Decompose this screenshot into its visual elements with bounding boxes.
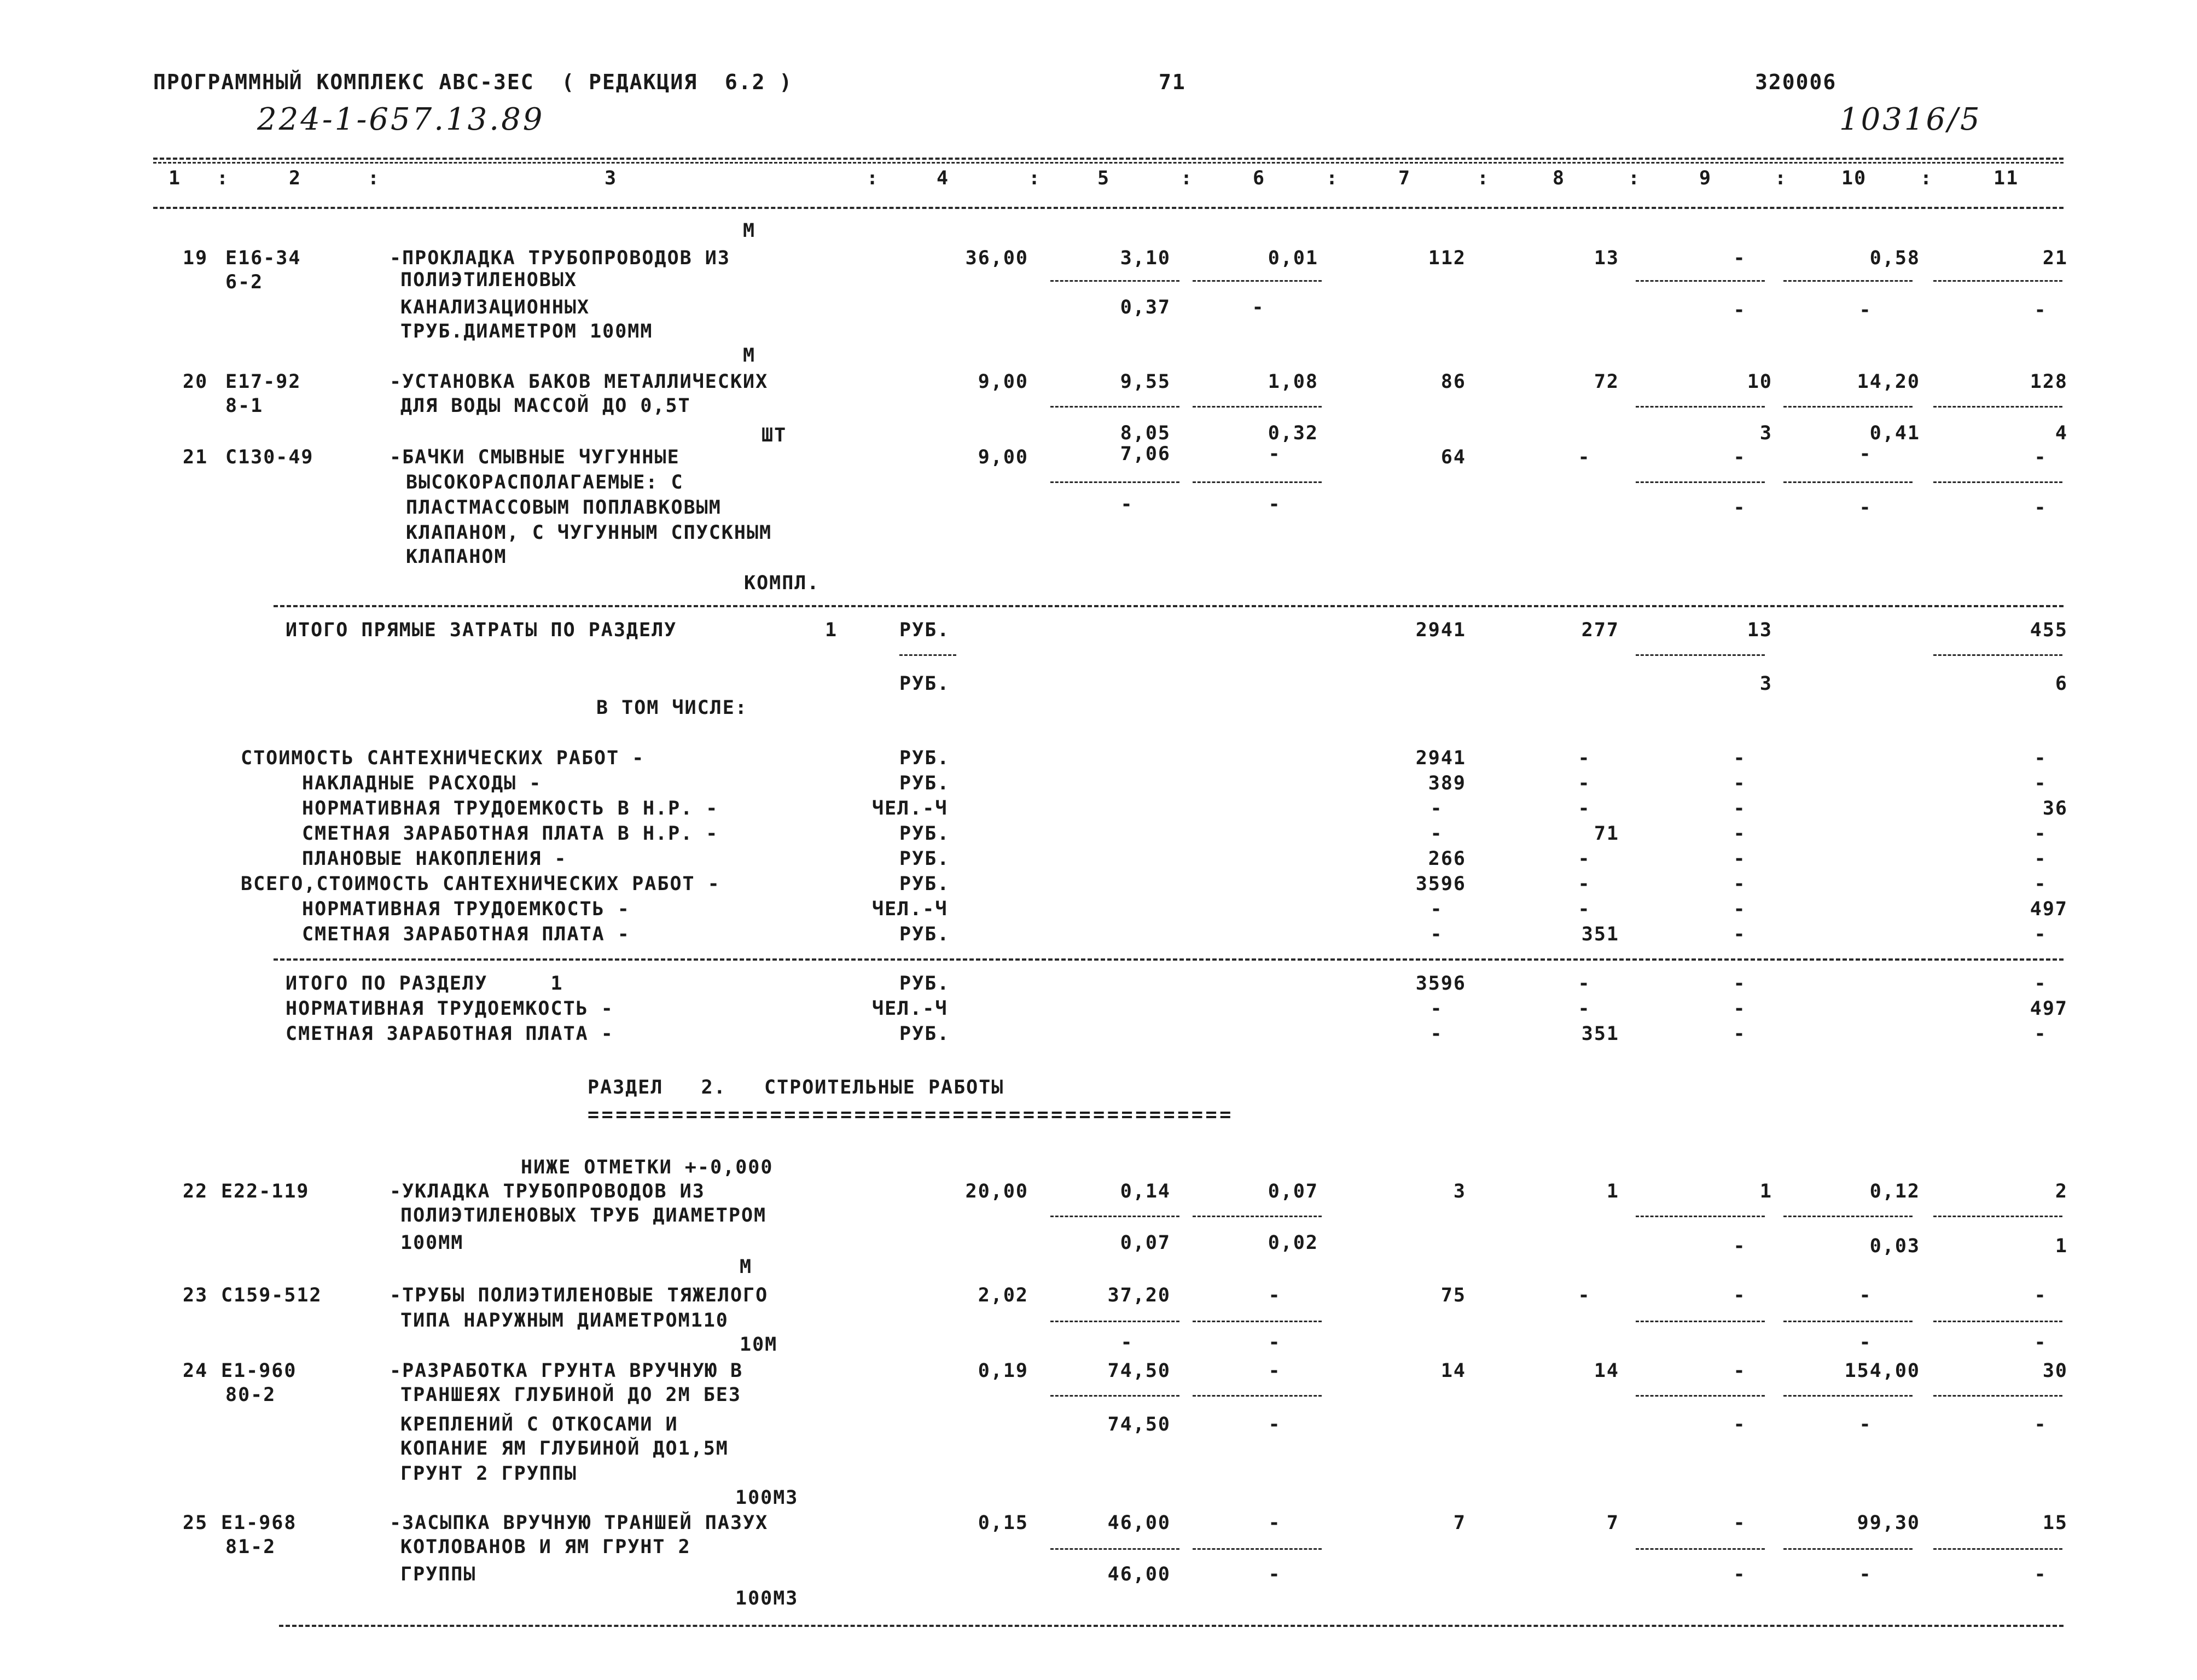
handwritten-sheet-number: 10316/5 — [1839, 102, 1982, 137]
cell-col6-sub: 0,02 — [1268, 1232, 1318, 1254]
cell-col6: - — [1268, 1284, 1281, 1306]
cell-col9-sub: - — [1733, 1235, 1746, 1257]
cell-col7: 14 — [1440, 1360, 1466, 1382]
breakdown-unit: РУБ. — [899, 873, 950, 895]
breakdown-col9: - — [1733, 873, 1746, 895]
cell-col9: 1 — [1759, 1181, 1772, 1202]
breakdown-col7: - — [1430, 823, 1443, 845]
cell-col10-sub: - — [1859, 299, 1872, 321]
column-header-7: 7 — [1398, 167, 1411, 189]
cell-col9-sub: - — [1733, 1563, 1746, 1585]
breakdown-col7: - — [1430, 923, 1443, 945]
cell-col11-sub: 1 — [2055, 1235, 2068, 1257]
cell-col8: - — [1578, 446, 1591, 468]
section-total-col8: - — [1578, 973, 1591, 995]
cell-separator — [1636, 481, 1765, 483]
breakdown-unit: РУБ. — [899, 747, 950, 769]
description-line: ПЛАСТМАССОВЫМ ПОПЛАВКОВЫМ — [406, 497, 722, 519]
cell-col8: 7 — [1606, 1512, 1619, 1534]
cell-separator — [1050, 1216, 1179, 1217]
quantity: 20,00 — [965, 1181, 1028, 1202]
cell-col7: 7 — [1453, 1512, 1466, 1534]
norm-code-sub: 80-2 — [225, 1384, 276, 1406]
row-number: 24 — [183, 1360, 208, 1382]
description-line: -ТРУБЫ ПОЛИЭТИЛЕНОВЫЕ ТЯЖЕЛОГО — [390, 1284, 769, 1306]
section-total-label: ИТОГО ПО РАЗДЕЛУ 1 — [286, 973, 563, 995]
column-separator: : — [1181, 167, 1194, 189]
description-line: 100ММ — [400, 1232, 464, 1254]
cell-col9: - — [1733, 1360, 1746, 1382]
cell-separator — [1636, 280, 1765, 282]
breakdown-label: СМЕТНАЯ ЗАРАБОТНАЯ ПЛАТА - — [302, 923, 630, 945]
cell-separator — [1636, 406, 1765, 408]
breakdown-col8: - — [1578, 898, 1591, 920]
description-line: КРЕПЛЕНИЙ С ОТКОСАМИ И — [400, 1414, 678, 1435]
cell-col11-sub: 4 — [2055, 422, 2068, 444]
cell-separator — [1933, 406, 2062, 408]
cell-col7: 75 — [1440, 1284, 1466, 1306]
totals-col8: 277 — [1581, 619, 1619, 641]
column-header-4: 4 — [937, 167, 950, 189]
norm-code: С159-512 — [221, 1284, 322, 1306]
description-line: ПОЛИЭТИЛЕНОВЫХ ТРУБ ДИАМЕТРОМ — [400, 1205, 767, 1226]
breakdown-col7: 389 — [1428, 772, 1466, 794]
cell-col11-sub: - — [2034, 299, 2047, 321]
cell-col8: 13 — [1594, 247, 1619, 269]
cell-col10: - — [1859, 443, 1872, 465]
cell-separator — [1193, 1321, 1322, 1322]
description-line: КЛАПАНОМ, С ЧУГУННЫМ СПУСКНЫМ — [406, 522, 772, 544]
description-line: ТИПА НАРУЖНЫМ ДИАМЕТРОМ110 — [400, 1310, 729, 1332]
column-separator: : — [217, 167, 230, 189]
header-top-rule-2 — [153, 162, 2064, 164]
norm-code: Е17-92 — [225, 371, 301, 393]
totals-section-number: 1 — [825, 619, 838, 641]
document-code: 320006 — [1755, 70, 1837, 94]
unit-underline — [899, 654, 956, 656]
column-separator: : — [1775, 167, 1788, 189]
cell-col10-sub: - — [1859, 1332, 1872, 1353]
description-line: -РАЗРАБОТКА ГРУНТА ВРУЧНУЮ В — [390, 1360, 743, 1382]
cell-col6: 0,07 — [1268, 1181, 1318, 1202]
cell-separator — [1783, 481, 1913, 483]
breakdown-col8: - — [1578, 798, 1591, 819]
section-total-unit: РУБ. — [899, 973, 950, 995]
cell-separator — [1193, 1216, 1322, 1217]
breakdown-unit: РУБ. — [899, 848, 950, 870]
column-header-8: 8 — [1553, 167, 1566, 189]
cell-col5: 37,20 — [1107, 1284, 1171, 1306]
page-number: 71 — [1159, 70, 1186, 94]
breakdown-unit: ЧЕЛ.-Ч — [872, 898, 948, 920]
description-line: ПОЛИЭТИЛЕНОВЫХ — [400, 269, 578, 291]
section-total-col11: 497 — [2030, 998, 2068, 1020]
cell-col5: 3,10 — [1120, 247, 1171, 269]
column-header-9: 9 — [1699, 167, 1712, 189]
cell-separator — [1933, 481, 2062, 483]
description-line: -УСТАНОВКА БАКОВ МЕТАЛЛИЧЕСКИХ — [390, 371, 769, 393]
row-number: 19 — [183, 247, 208, 269]
cell-col11-sub: - — [2034, 1332, 2047, 1353]
handwritten-project-number: 224-1-657.13.89 — [257, 102, 545, 137]
section-total-col11: - — [2034, 973, 2047, 995]
column-header-11: 11 — [1993, 167, 2019, 189]
totals-col9: 13 — [1747, 619, 1772, 641]
unit-label: М — [743, 345, 756, 367]
cell-col9-sub: - — [1733, 497, 1746, 519]
breakdown-col11: - — [2034, 873, 2047, 895]
description-line: ТРАНШЕЯХ ГЛУБИНОЙ ДО 2М БЕЗ — [400, 1384, 741, 1406]
breakdown-col9: - — [1733, 923, 1746, 945]
cell-col7: 64 — [1440, 446, 1466, 468]
breakdown-col9: - — [1733, 772, 1746, 794]
breakdown-unit: РУБ. — [899, 923, 950, 945]
unit-label: М — [740, 1256, 753, 1278]
cell-col10-sub: - — [1859, 1414, 1872, 1435]
cell-col6: - — [1268, 1512, 1281, 1534]
row-number: 21 — [183, 446, 208, 468]
norm-code: Е1-960 — [221, 1360, 297, 1382]
description-line: -БАЧКИ СМЫВНЫЕ ЧУГУННЫЕ — [390, 446, 680, 468]
cell-separator — [1193, 481, 1322, 483]
totals-unit-2: РУБ. — [899, 673, 950, 695]
breakdown-col9: - — [1733, 747, 1746, 769]
section-2-underline: ============================================== — [588, 1104, 1234, 1126]
cell-col6-sub: 0,32 — [1268, 422, 1318, 444]
cell-col5-sub: 46,00 — [1107, 1563, 1171, 1585]
column-separator: : — [1920, 167, 1933, 189]
cell-col10: 154,00 — [1844, 1360, 1920, 1382]
section-total-unit: РУБ. — [899, 1023, 950, 1045]
breakdown-col7: - — [1430, 798, 1443, 819]
description-line: -ПРОКЛАДКА ТРУБОПРОВОДОВ ИЗ — [390, 247, 730, 269]
cell-separator — [1933, 1395, 2062, 1397]
cell-col5: 0,14 — [1120, 1181, 1171, 1202]
breakdown-unit: ЧЕЛ.-Ч — [872, 798, 948, 819]
breakdown-col8: 351 — [1581, 923, 1619, 945]
section-total-col9: - — [1733, 1023, 1746, 1045]
description-line: ГРУНТ 2 ГРУППЫ — [400, 1463, 578, 1485]
section-2-subheading: НИЖЕ ОТМЕТКИ +-0,000 — [521, 1156, 774, 1178]
cell-separator — [1933, 280, 2062, 282]
description-line: ТРУБ.ДИАМЕТРОМ 100ММ — [400, 321, 653, 342]
cell-separator — [1050, 481, 1179, 483]
cell-separator — [1783, 406, 1913, 408]
breakdown-label: СТОИМОСТЬ САНТЕХНИЧЕСКИХ РАБОТ - — [241, 747, 645, 769]
cell-col10: - — [1859, 1284, 1872, 1306]
totals-top-rule — [274, 605, 2064, 607]
unit-label: ШТ — [762, 425, 787, 446]
cell-col7: 3 — [1453, 1181, 1466, 1202]
section-total-col7: - — [1430, 1023, 1443, 1045]
breakdown-col7: 3596 — [1415, 873, 1466, 895]
breakdown-unit: РУБ. — [899, 823, 950, 845]
breakdown-label: ПЛАНОВЫЕ НАКОПЛЕНИЯ - — [302, 848, 567, 870]
cell-col9: - — [1733, 1512, 1746, 1534]
totals-unit: РУБ. — [899, 619, 950, 641]
breakdown-col9: - — [1733, 798, 1746, 819]
cell-col6-sub: - — [1268, 493, 1281, 515]
column-separator: : — [867, 167, 880, 189]
cell-separator — [1933, 654, 2062, 656]
cell-col10-sub: 0,03 — [1869, 1235, 1920, 1257]
quantity: 0,15 — [978, 1512, 1028, 1534]
cell-separator — [1636, 654, 1765, 656]
cell-col7: 112 — [1428, 247, 1466, 269]
cell-col5: 46,00 — [1107, 1512, 1171, 1534]
breakdown-col9: - — [1733, 898, 1746, 920]
cell-col6-sub: - — [1268, 1563, 1281, 1585]
cell-col7: 86 — [1440, 371, 1466, 393]
cell-col11: 30 — [2042, 1360, 2068, 1382]
cell-col10-sub: - — [1859, 497, 1872, 519]
cell-separator — [1783, 1216, 1913, 1217]
cell-col11-sub: - — [2034, 497, 2047, 519]
breakdown-col7: 266 — [1428, 848, 1466, 870]
cell-col11-sub: - — [2034, 1414, 2047, 1435]
column-separator: : — [1477, 167, 1490, 189]
breakdown-col7: 2941 — [1415, 747, 1466, 769]
cell-col9: 10 — [1747, 371, 1772, 393]
breakdown-label: НОРМАТИВНАЯ ТРУДОЕМКОСТЬ В Н.Р. - — [302, 798, 719, 819]
section-total-label: СМЕТНАЯ ЗАРАБОТНАЯ ПЛАТА - — [286, 1023, 614, 1045]
cell-separator — [1783, 1321, 1913, 1322]
section-total-col8: 351 — [1581, 1023, 1619, 1045]
cell-separator — [1050, 280, 1179, 282]
header-top-rule — [153, 158, 2064, 160]
cell-col6: - — [1268, 1360, 1281, 1382]
breakdown-col8: - — [1578, 747, 1591, 769]
cell-col8: - — [1578, 1284, 1591, 1306]
cell-col5-sub: 8,05 — [1120, 422, 1171, 444]
column-separator: : — [368, 167, 381, 189]
section-2-title: РАЗДЕЛ 2. СТРОИТЕЛЬНЫЕ РАБОТЫ — [588, 1077, 1004, 1098]
section-total-col7: 3596 — [1415, 973, 1466, 995]
totals-col11: 455 — [2030, 619, 2068, 641]
cell-col6-sub: - — [1268, 1332, 1281, 1353]
cell-col6: 1,08 — [1268, 371, 1318, 393]
cell-separator — [1050, 406, 1179, 408]
cell-col11: 15 — [2042, 1512, 2068, 1534]
cell-col10: 0,58 — [1869, 247, 1920, 269]
cell-col5-sub: 74,50 — [1107, 1414, 1171, 1435]
description-line: -ЗАСЫПКА ВРУЧНУЮ ТРАНШЕЙ ПАЗУХ — [390, 1512, 769, 1534]
breakdown-col11: - — [2034, 823, 2047, 845]
column-header-3: 3 — [605, 167, 618, 189]
description-line: КОТЛОВАНОВ И ЯМ ГРУНТ 2 — [400, 1536, 691, 1558]
quantity: 9,00 — [978, 446, 1028, 468]
column-header-6: 6 — [1253, 167, 1266, 189]
cell-col5-sub: 0,37 — [1120, 297, 1171, 318]
cell-col11: - — [2034, 1284, 2047, 1306]
cell-col9-sub: - — [1733, 299, 1746, 321]
section-total-top-rule — [274, 958, 2064, 961]
column-header-5: 5 — [1097, 167, 1111, 189]
norm-code: Е16-34 — [225, 247, 301, 269]
cell-col11: 128 — [2030, 371, 2068, 393]
cell-separator — [1783, 1548, 1913, 1550]
cell-separator — [1050, 1548, 1179, 1550]
column-separator: : — [1326, 167, 1339, 189]
bottom-rule — [279, 1625, 2064, 1627]
program-title: ПРОГРАММНЫЙ КОМПЛЕКС АВС-3ЕС ( РЕДАКЦИЯ 6.2 ) — [153, 70, 793, 94]
cell-separator — [1193, 280, 1322, 282]
cell-col5-sub: - — [1120, 493, 1134, 515]
cell-col5: 9,55 — [1120, 371, 1171, 393]
cell-separator — [1636, 1395, 1765, 1397]
breakdown-col11: - — [2034, 848, 2047, 870]
cell-separator — [1636, 1321, 1765, 1322]
cell-col6-sub: - — [1268, 1414, 1281, 1435]
column-separator: : — [1028, 167, 1042, 189]
cell-col10-sub: 0,41 — [1869, 422, 1920, 444]
description-line: КАНАЛИЗАЦИОННЫХ — [400, 297, 590, 318]
row-number: 20 — [183, 371, 208, 393]
cell-col10: 0,12 — [1869, 1181, 1920, 1202]
cell-col5-sub: - — [1120, 1332, 1134, 1353]
norm-code: С130-49 — [225, 446, 314, 468]
cell-separator — [1933, 1321, 2062, 1322]
cell-col6-sub: - — [1252, 297, 1265, 318]
row-number: 25 — [183, 1512, 208, 1534]
breakdown-col11: - — [2034, 923, 2047, 945]
description-line: КЛАПАНОМ — [406, 546, 507, 568]
cell-separator — [1193, 406, 1322, 408]
column-header-2: 2 — [289, 167, 302, 189]
section-total-label: НОРМАТИВНАЯ ТРУДОЕМКОСТЬ - — [286, 998, 614, 1020]
cell-separator — [1050, 1321, 1179, 1322]
section-total-col8: - — [1578, 998, 1591, 1020]
cell-col6: - — [1268, 443, 1281, 465]
breakdown-col11: 497 — [2030, 898, 2068, 920]
cell-col10-sub: - — [1859, 1563, 1872, 1585]
cell-separator — [1783, 1395, 1913, 1397]
cell-separator — [1193, 1548, 1322, 1550]
unit-label: М — [743, 220, 756, 242]
breakdown-col7: - — [1430, 898, 1443, 920]
breakdown-label: СМЕТНАЯ ЗАРАБОТНАЯ ПЛАТА В Н.Р. - — [302, 823, 719, 845]
breakdown-label: НОРМАТИВНАЯ ТРУДОЕМКОСТЬ - — [302, 898, 630, 920]
description-line: КОПАНИЕ ЯМ ГЛУБИНОЙ ДО1,5М — [400, 1438, 729, 1460]
breakdown-col11: 36 — [2042, 798, 2068, 819]
cell-col5: 7,06 — [1120, 443, 1171, 465]
description-line: ДЛЯ ВОДЫ МАССОЙ ДО 0,5Т — [400, 395, 691, 417]
cell-col10: 14,20 — [1857, 371, 1920, 393]
norm-code-sub: 81-2 — [225, 1536, 276, 1558]
quantity: 2,02 — [978, 1284, 1028, 1306]
norm-code: Е1-968 — [221, 1512, 297, 1534]
unit-label: 10М — [740, 1334, 778, 1356]
breakdown-col8: - — [1578, 848, 1591, 870]
breakdown-col11: - — [2034, 747, 2047, 769]
breakdown-col11: - — [2034, 772, 2047, 794]
cell-separator — [1933, 1216, 2062, 1217]
cell-separator — [1933, 1548, 2062, 1550]
cell-col9: - — [1733, 446, 1746, 468]
breakdown-col9: - — [1733, 823, 1746, 845]
header-bottom-rule — [153, 207, 2064, 209]
breakdown-col8: 71 — [1594, 823, 1619, 845]
cell-col5-sub: 0,07 — [1120, 1232, 1171, 1254]
column-header-10: 10 — [1841, 167, 1867, 189]
cell-col10: 99,30 — [1857, 1512, 1920, 1534]
cell-col9: - — [1733, 247, 1746, 269]
totals-col11-sub: 6 — [2055, 673, 2068, 695]
cell-separator — [1636, 1548, 1765, 1550]
quantity: 9,00 — [978, 371, 1028, 393]
totals-label: ИТОГО ПРЯМЫЕ ЗАТРАТЫ ПО РАЗДЕЛУ — [286, 619, 677, 641]
cell-col11: 2 — [2055, 1181, 2068, 1202]
section-total-col9: - — [1733, 998, 1746, 1020]
cell-separator — [1050, 1395, 1179, 1397]
breakdown-label: ВСЕГО,СТОИМОСТЬ САНТЕХНИЧЕСКИХ РАБОТ - — [241, 873, 720, 895]
description-line: -УКЛАДКА ТРУБОПРОВОДОВ ИЗ — [390, 1181, 705, 1202]
column-header-1: 1 — [168, 167, 182, 189]
cell-separator — [1193, 1395, 1322, 1397]
unit-label: КОМПЛ. — [744, 572, 820, 594]
description-line: ГРУППЫ — [400, 1563, 476, 1585]
cell-col6: 0,01 — [1268, 247, 1318, 269]
cell-col8: 14 — [1594, 1360, 1619, 1382]
section-total-unit: ЧЕЛ.-Ч — [872, 998, 948, 1020]
cell-col11-sub: - — [2034, 1563, 2047, 1585]
cell-col11: 21 — [2042, 247, 2068, 269]
totals-col7: 2941 — [1415, 619, 1466, 641]
breakdown-label: НАКЛАДНЫЕ РАСХОДЫ - — [302, 772, 542, 794]
section-total-col7: - — [1430, 998, 1443, 1020]
norm-code-sub: 6-2 — [225, 271, 264, 293]
breakdown-col9: - — [1733, 848, 1746, 870]
cell-col5: 74,50 — [1107, 1360, 1171, 1382]
row-number: 22 — [183, 1181, 208, 1202]
row-number: 23 — [183, 1284, 208, 1306]
norm-code-sub: 8-1 — [225, 395, 264, 417]
column-separator: : — [1628, 167, 1641, 189]
breakdown-col8: - — [1578, 772, 1591, 794]
norm-code: Е22-119 — [221, 1181, 310, 1202]
cell-col8: 72 — [1594, 371, 1619, 393]
quantity: 36,00 — [965, 247, 1028, 269]
section-total-col11: - — [2034, 1023, 2047, 1045]
cell-col11: - — [2034, 446, 2047, 468]
description-line: ВЫСОКОРАСПОЛАГАЕМЫЕ: С — [406, 472, 684, 493]
breakdown-col8: - — [1578, 873, 1591, 895]
cell-separator — [1636, 1216, 1765, 1217]
including-label: В ТОМ ЧИСЛЕ: — [596, 697, 748, 719]
section-total-col9: - — [1733, 973, 1746, 995]
cell-col8: 1 — [1606, 1181, 1619, 1202]
cell-separator — [1783, 280, 1913, 282]
totals-col9-sub: 3 — [1759, 673, 1772, 695]
unit-label: 100М3 — [735, 1487, 799, 1509]
breakdown-unit: РУБ. — [899, 772, 950, 794]
cell-col9-sub: - — [1733, 1414, 1746, 1435]
cell-col9: - — [1733, 1284, 1746, 1306]
quantity: 0,19 — [978, 1360, 1028, 1382]
cell-col9-sub: 3 — [1759, 422, 1772, 444]
unit-label: 100М3 — [735, 1588, 799, 1609]
